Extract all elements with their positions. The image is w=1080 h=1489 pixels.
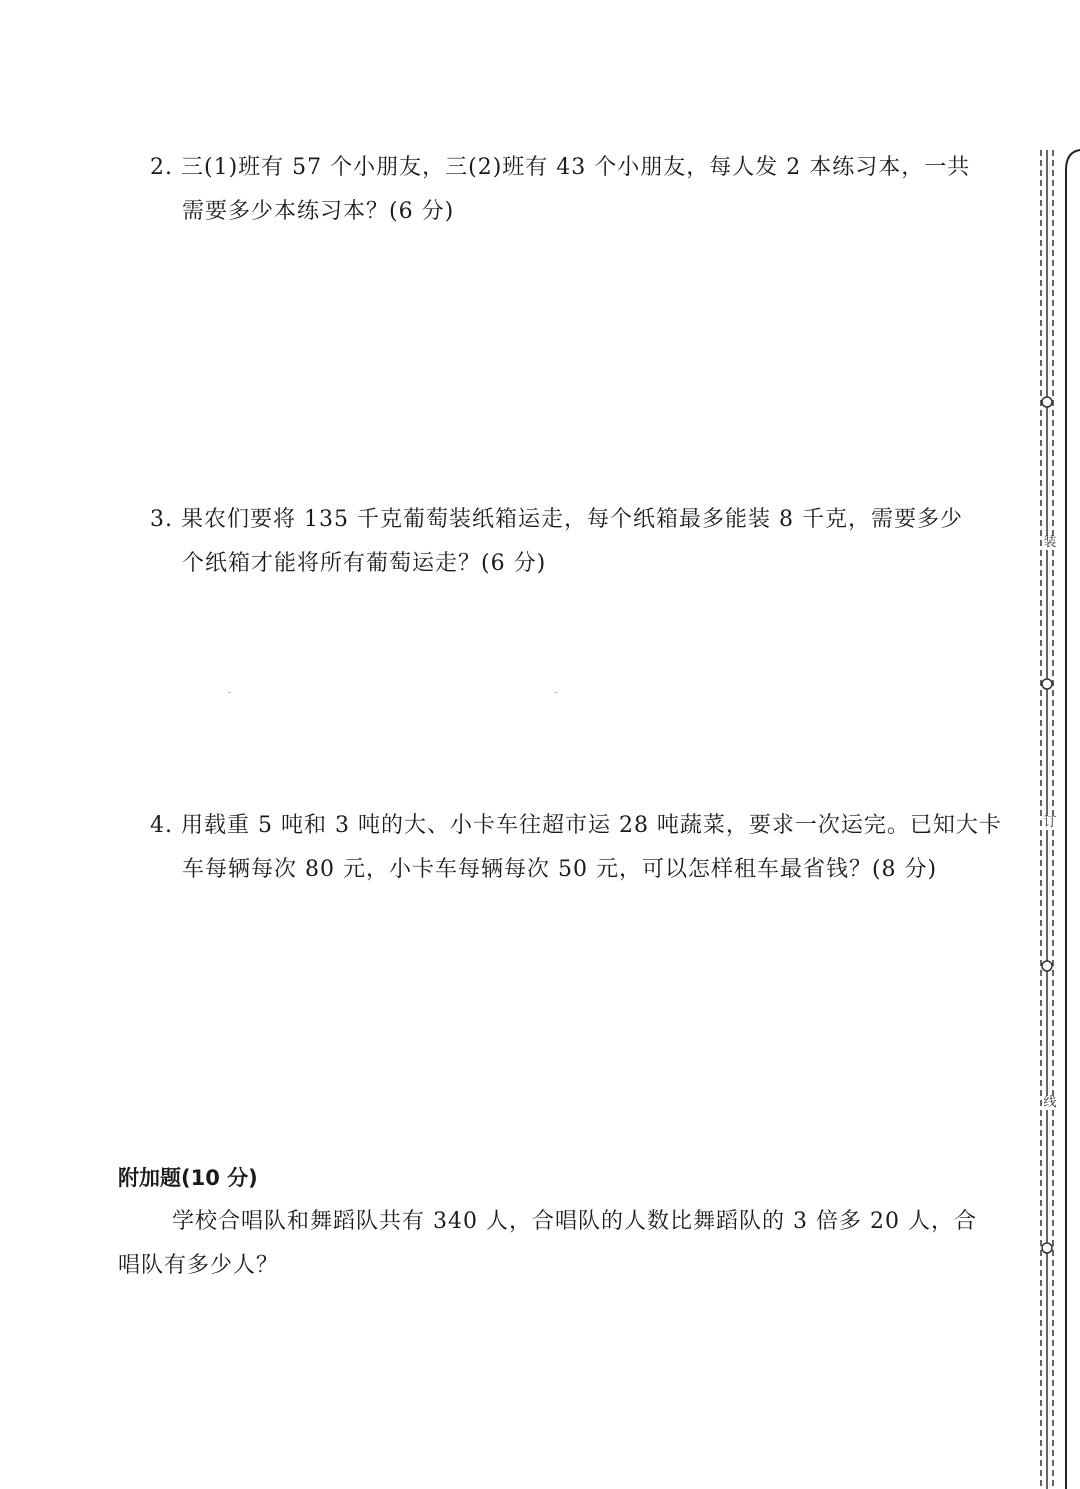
question-2 [150, 146, 1020, 234]
question-3 [150, 498, 1020, 586]
binding-label-xian: 线 [1043, 1095, 1057, 1110]
scan-speck [228, 692, 231, 693]
binding-hole [1042, 397, 1052, 407]
binding-hole [1042, 1243, 1052, 1253]
question-4 [150, 804, 1020, 892]
question-4-line-2: 车每辆每次 80 元，小卡车每辆每次 50 元，可以怎样租车最省钱？(8 分) [182, 857, 938, 882]
binding-label-zhuang: 装 [1043, 535, 1057, 550]
question-2-line-2: 需要多少本练习本？(6 分) [182, 199, 455, 224]
bonus-question [118, 1200, 1018, 1288]
binding-label-ding: 订 [1043, 815, 1057, 830]
bonus-line-1: 学校合唱队和舞蹈队共有 340 人，合唱队的人数比舞蹈队的 3 倍多 20 人，合 [172, 1209, 977, 1234]
question-3-line-1: 3. 果农们要将 135 千克葡萄装纸箱运走，每个纸箱最多能装 8 千克，需要多少 [150, 507, 963, 532]
question-4-line-1: 4. 用载重 5 吨和 3 吨的大、小卡车往超市运 28 吨蔬菜，要求一次运完。已知大卡 [150, 813, 1002, 838]
scan-speck [554, 692, 557, 693]
binding-hole [1042, 679, 1052, 689]
question-2-line-1: 2. 三(1)班有 57 个小朋友，三(2)班有 43 个小朋友，每人发 2 本练习本，一共 [150, 155, 971, 180]
binding-line-graphic [1036, 0, 1080, 1489]
question-3-line-2: 个纸箱才能将所有葡萄运走？(6 分) [182, 551, 547, 576]
bonus-title: 附加题(10 分) [118, 1166, 258, 1190]
binding-hole [1042, 961, 1052, 971]
bonus-line-2: 唱队有多少人？ [118, 1253, 280, 1278]
binding-strip [1036, 0, 1080, 1489]
